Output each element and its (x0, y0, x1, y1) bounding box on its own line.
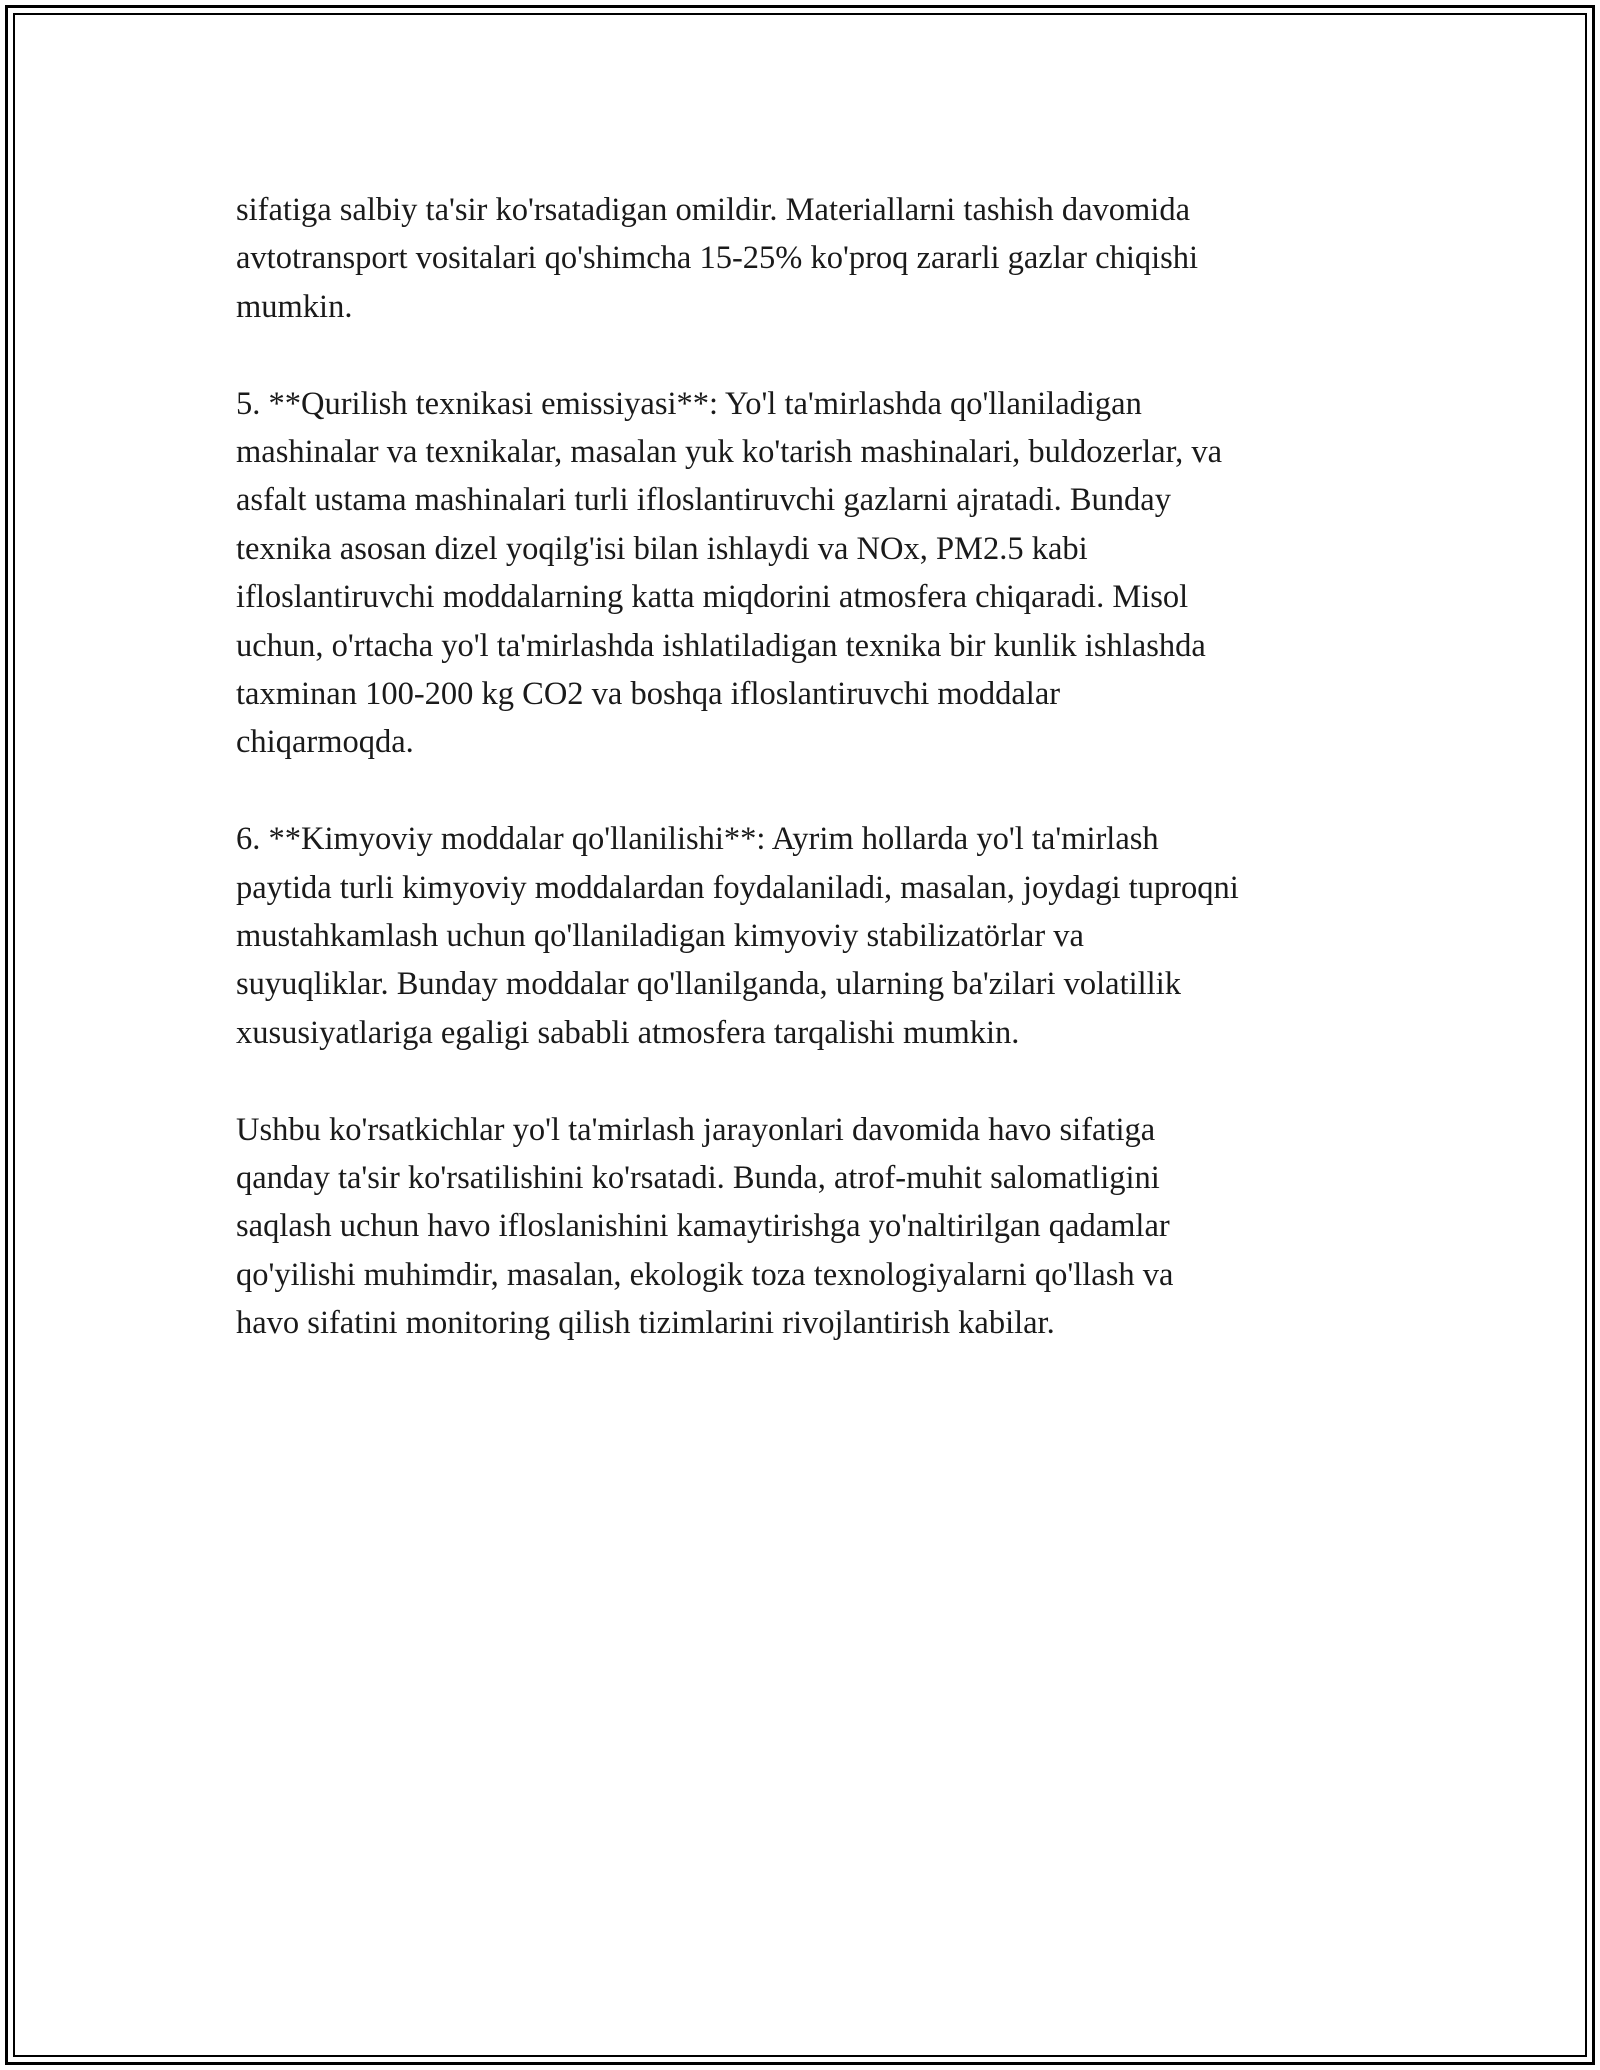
document-body (236, 186, 1386, 1396)
paragraph-item-6: 6. **Kimyoviy moddalar qo'llanilishi**: Ayrim hollarda yo'l ta'mirlash paytida turli kimyoviy moddalardan foydalaniladi, masalan, joydagi tuproqni mustahkamlash uchun qo'llaniladigan kimyoviy stabilizatörlar va suyuqliklar. Bunday moddalar qo'llanilganda, ularning ba'zilari volatillik xususiyatlariga egaligi sababli atmosfera tarqalishi mumkin. (236, 821, 1239, 1051)
paragraph-item-5: 5. **Qurilish texnikasi emissiyasi**: Yo'l ta'mirlashda qo'llaniladigan mashinalar va texnikalar, masalan yuk ko'tarish mashinalari, buldozerlar, va asfalt ustama mashinalari turli ifloslantiruvchi gazlarni ajratadi. Bunday texnika asosan dizel yoqilg'isi bilan ishlaydi va NOx, PM2.5 kabi ifloslantiruvchi moddalarning katta miqdorini atmosfera chiqaradi. Misol uchun, o'rtacha yo'l ta'mirlashda ishlatiladigan texnika bir kunlik ishlashda taxminan 100-200 kg CO2 va boshqa ifloslantiruvchi moddalar chiqarmoqda. (236, 385, 1223, 761)
paragraph-continuation: sifatiga salbiy ta'sir ko'rsatadigan omildir. Materiallarni tashish davomida avtotransport vositalari qo'shimcha 15-25% ko'proq zararli gazlar chiqishi mumkin. (236, 192, 1199, 325)
paragraph-conclusion: Ushbu ko'rsatkichlar yo'l ta'mirlash jarayonlari davomida havo sifatiga qanday ta'sir ko'rsatilishini ko'rsatadi. Bunda, atrof-muhit salomatligini saqlash uchun havo ifloslanishini kamaytirishga yo'naltirilgan qadamlar qo'yilishi muhimdir, masalan, ekologik toza texnologiyalarni qo'llash va havo sifatini monitoring qilish tizimlarini rivojlantirish kabilar. (236, 1111, 1174, 1342)
